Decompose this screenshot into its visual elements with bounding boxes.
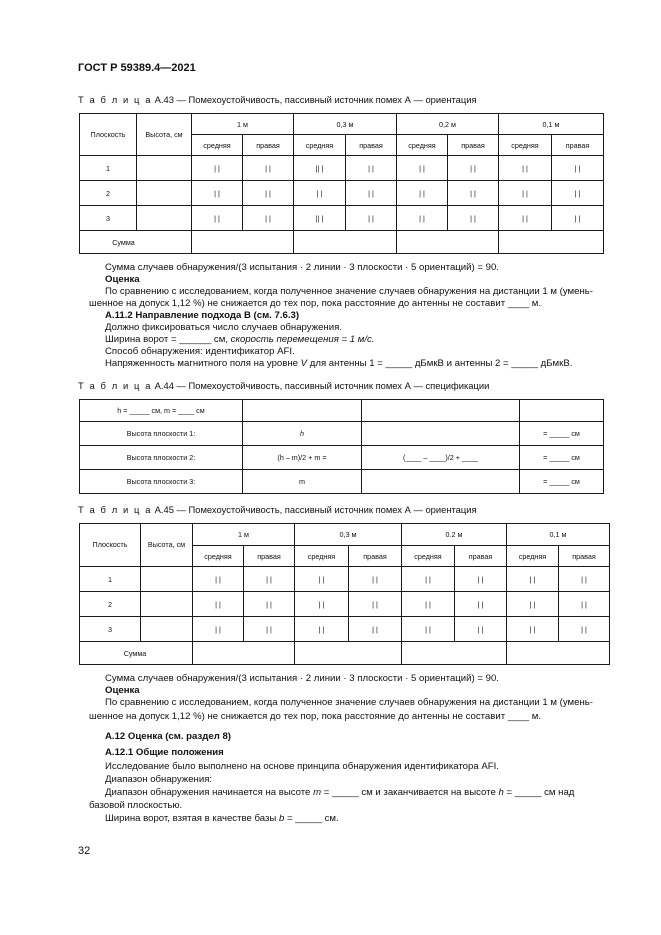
table43-sum-cell <box>499 231 604 254</box>
table44-header-blank <box>362 400 520 422</box>
table43-caption <box>78 94 477 105</box>
table45 <box>79 523 610 665</box>
table45-mark: | | <box>193 567 244 592</box>
table-row <box>80 156 604 181</box>
table43-mark: | | <box>243 156 294 181</box>
block2-line2: Диапазон обнаружения: <box>105 774 213 785</box>
table45-sub-mid: средняя <box>402 546 455 567</box>
table44-caption-text: А.44 — Помехоустойчивость, пассивный источник помех А — спецификации <box>154 380 490 391</box>
table43-sub-right: правая <box>243 135 294 156</box>
table43-mark: | | <box>192 156 243 181</box>
table43-dist-2: 0,3 м <box>294 114 397 135</box>
table43-sub-mid: средняя <box>499 135 552 156</box>
block2-gate-b: b <box>278 813 285 824</box>
table44-row-calc <box>362 470 520 494</box>
table43-caption-text: А.43 — Помехоустойчивость, пассивный источник помех А — ориентация <box>154 94 477 105</box>
table43-dist-1: 1 м <box>192 114 294 135</box>
block1-gate-b: скорость перемещения = 1 м/с. <box>230 334 375 345</box>
table43-dist-4: 0,1 м <box>499 114 604 135</box>
table45-sum-cell <box>295 642 402 665</box>
table45-caption <box>78 504 477 515</box>
table45-mark: | | <box>295 567 349 592</box>
section-a112-heading: А.11.2 Направление подхода В (см. 7.6.3) <box>105 310 300 321</box>
table45-col-plane: Плоскость <box>80 524 141 567</box>
block1-eval-line1: По сравнению с исследованием, когда полученное значение случаев обнаружения на дистанции 1 м (умень- <box>105 286 593 297</box>
table45-caption-text: А.45 — Помехоустойчивость, пассивный источник помех А — ориентация <box>154 504 477 515</box>
table43-mark: | | <box>243 206 294 231</box>
table45-mark: | | <box>244 592 295 617</box>
table44-row-formula: (h – m)/2 + m = <box>243 446 362 470</box>
block1-gate-a: Ширина ворот = ______ см, <box>105 334 228 345</box>
table43-mark: | | <box>499 156 552 181</box>
table43-mark: | | <box>448 206 499 231</box>
page-number: 32 <box>78 845 91 857</box>
block2-eval-line1: По сравнению с исследованием, когда полученное значение случаев обнаружения на дистанции 1 м (умень- <box>105 697 593 708</box>
block1-field-line <box>105 358 572 369</box>
block2-range-c: = _____ см над <box>506 787 575 798</box>
table43-mark: | | <box>552 181 604 206</box>
block2-gate-c: = _____ см. <box>286 813 339 824</box>
table45-plane: 1 <box>80 567 141 592</box>
table44-row-result: = _____ см <box>520 470 604 494</box>
table45-sub-mid: средняя <box>507 546 559 567</box>
table45-height-cell <box>141 617 193 642</box>
table43-sub-right: правая <box>448 135 499 156</box>
table43-mark: | | <box>397 156 448 181</box>
table45-mark: | | <box>244 617 295 642</box>
block2-range-h: h <box>498 787 504 798</box>
block1-eval-title: Оценка <box>105 274 140 285</box>
block1-field-a: Напряженность магнитного поля на уровне <box>105 358 298 369</box>
block2-gate-a: Ширина ворот, взятая в качестве базы <box>105 813 277 824</box>
table43-plane: 1 <box>80 156 137 181</box>
table43-sum-cell <box>192 231 294 254</box>
table45-sub-right: правая <box>455 546 507 567</box>
block1-sum-line: Сумма случаев обнаружения/(3 испытания · 2 линии · 3 плоскости · 5 ориентаций) = 90. <box>105 262 499 273</box>
table43-mark: | | <box>397 181 448 206</box>
table43-caption-prefix: Т а б л и ц а <box>78 94 153 105</box>
table45-mark: | | <box>349 567 402 592</box>
table-row <box>80 446 604 470</box>
table43-plane: 3 <box>80 206 137 231</box>
table44-row-formula: h <box>243 422 362 446</box>
table43 <box>79 113 604 254</box>
table43-col-height: Высота, см <box>137 114 192 156</box>
table43-sub-mid: средняя <box>192 135 243 156</box>
table45-dist-2: 0,3 м <box>295 524 402 546</box>
table43-mark: | | <box>448 156 499 181</box>
table43-mark: | | <box>192 206 243 231</box>
table45-caption-prefix: Т а б л и ц а <box>78 504 153 515</box>
table-row <box>80 422 604 446</box>
table43-height-cell <box>137 206 192 231</box>
table43-mark: || | <box>294 156 346 181</box>
table43-mark: | | <box>552 206 604 231</box>
section-a121-heading: А.12.1 Общие положения <box>105 747 224 758</box>
table43-sum-label: Сумма <box>80 231 192 254</box>
table45-dist-3: 0.2 м <box>402 524 507 546</box>
table45-mark: | | <box>244 567 295 592</box>
table45-sub-right: правая <box>244 546 295 567</box>
table45-sub-mid: средняя <box>295 546 349 567</box>
block1-eval-line2: шенное на допуск 1,12 %) не снижается до тех пор, пока расстояние до антенны не составит ____ м. <box>89 298 542 309</box>
table45-mark: | | <box>402 592 455 617</box>
table44-row-label: Высота плоскости 2: <box>80 446 243 470</box>
table45-mark: | | <box>402 567 455 592</box>
table44 <box>79 399 604 494</box>
table43-mark: | | <box>294 181 346 206</box>
block2-range-m: m <box>313 787 322 798</box>
table45-sum-label: Сумма <box>80 642 193 665</box>
table43-mark: || | <box>294 206 346 231</box>
block1-field-v: V <box>300 358 308 369</box>
table44-row-formula: m <box>243 470 362 494</box>
block2-eval-line2: шенное на допуск 1,12 %) не снижается до тех пор, пока расстояние до антенны не составит ____ м. <box>89 711 542 722</box>
table43-height-cell <box>137 181 192 206</box>
table45-mark: | | <box>559 617 610 642</box>
table43-sub-mid: средняя <box>294 135 346 156</box>
table44-row-label: Высота плоскости 3: <box>80 470 243 494</box>
table43-mark: | | <box>448 181 499 206</box>
table43-mark: | | <box>243 181 294 206</box>
table43-mark: | | <box>192 181 243 206</box>
block2-range-d: базовой плоскостью. <box>89 800 183 811</box>
table44-row-label: Высота плоскости 1: <box>80 422 243 446</box>
table-row <box>80 567 610 592</box>
table44-row-calc: (____ – ____)/2 + ____ <box>362 446 520 470</box>
table45-mark: | | <box>349 617 402 642</box>
block2-gate-line <box>105 813 339 824</box>
table44-caption <box>78 380 489 391</box>
block2-eval-title: Оценка <box>105 685 140 696</box>
table44-row-result: = _____ см <box>520 422 604 446</box>
block1-line-fix: Должно фиксироваться число случаев обнаружения. <box>105 322 342 333</box>
table45-sum-cell <box>193 642 295 665</box>
table45-dist-1: 1 м <box>193 524 295 546</box>
table45-height-cell <box>141 592 193 617</box>
block1-field-b: для антенны 1 = _____ дБмкВ и антенны 2 = _____ дБмкВ. <box>309 358 573 369</box>
table45-mark: | | <box>559 592 610 617</box>
standard-number: ГОСТ Р 59389.4—2021 <box>78 62 196 74</box>
table43-sub-right: правая <box>346 135 397 156</box>
block2-range-line <box>105 787 574 798</box>
table45-mark: | | <box>455 567 507 592</box>
table44-row-result: = _____ см <box>520 446 604 470</box>
block2-sum-line: Сумма случаев обнаружения/(3 испытания · 2 линии · 3 плоскости · 5 ориентаций) = 90. <box>105 673 499 684</box>
table43-mark: | | <box>346 156 397 181</box>
table45-plane: 2 <box>80 592 141 617</box>
table45-mark: | | <box>455 617 507 642</box>
table45-mark: | | <box>295 592 349 617</box>
table43-mark: | | <box>499 206 552 231</box>
table-row <box>80 470 604 494</box>
table43-mark: | | <box>397 206 448 231</box>
table43-sub-mid: средняя <box>397 135 448 156</box>
table43-col-plane: Плоскость <box>80 114 137 156</box>
table45-mark: | | <box>507 592 559 617</box>
table-row <box>80 231 604 254</box>
table44-row-calc <box>362 422 520 446</box>
table45-sub-right: правая <box>349 546 402 567</box>
table45-mark: | | <box>193 617 244 642</box>
table43-sum-cell <box>294 231 397 254</box>
table45-mark: | | <box>349 592 402 617</box>
table-row <box>80 592 610 617</box>
table-row <box>80 181 604 206</box>
table43-dist-3: 0,2 м <box>397 114 499 135</box>
table45-sub-right: правая <box>559 546 610 567</box>
block2-range-a: Диапазон обнаружения начинается на высоте <box>105 787 311 798</box>
table43-mark: | | <box>346 206 397 231</box>
table45-dist-4: 0,1 м <box>507 524 610 546</box>
table45-mark: | | <box>295 617 349 642</box>
table45-mark: | | <box>193 592 244 617</box>
table45-sub-mid: средняя <box>193 546 244 567</box>
table45-mark: | | <box>455 592 507 617</box>
table45-mark: | | <box>507 617 559 642</box>
block1-gate-line <box>105 334 374 345</box>
block2-line1: Исследование было выполнено на основе принципа обнаружения идентификатора AFI. <box>105 761 499 772</box>
table-row <box>80 617 610 642</box>
block2-range-b: = _____ см и заканчивается на высоте <box>323 787 496 798</box>
table43-mark: | | <box>552 156 604 181</box>
table44-caption-prefix: Т а б л и ц а <box>78 380 153 391</box>
table43-plane: 2 <box>80 181 137 206</box>
table43-sub-right: правая <box>552 135 604 156</box>
section-a12-heading: А.12 Оценка (см. раздел 8) <box>105 731 231 742</box>
table45-mark: | | <box>559 567 610 592</box>
table45-mark: | | <box>507 567 559 592</box>
block1-method: Способ обнаружения: идентификатор AFI. <box>105 346 295 357</box>
table45-mark: | | <box>402 617 455 642</box>
table43-sum-cell <box>397 231 499 254</box>
table45-height-cell <box>141 567 193 592</box>
table43-mark: | | <box>346 181 397 206</box>
table-row <box>80 642 610 665</box>
table44-header-blank <box>520 400 604 422</box>
table44-header: h = _____ см, m = ____ см <box>80 400 243 422</box>
table-row <box>80 206 604 231</box>
table45-col-height: Высота, см <box>141 524 193 567</box>
table45-sum-cell <box>507 642 610 665</box>
table43-height-cell <box>137 156 192 181</box>
table43-mark: | | <box>499 181 552 206</box>
table45-plane: 3 <box>80 617 141 642</box>
table45-sum-cell <box>402 642 507 665</box>
table44-header-blank <box>243 400 362 422</box>
